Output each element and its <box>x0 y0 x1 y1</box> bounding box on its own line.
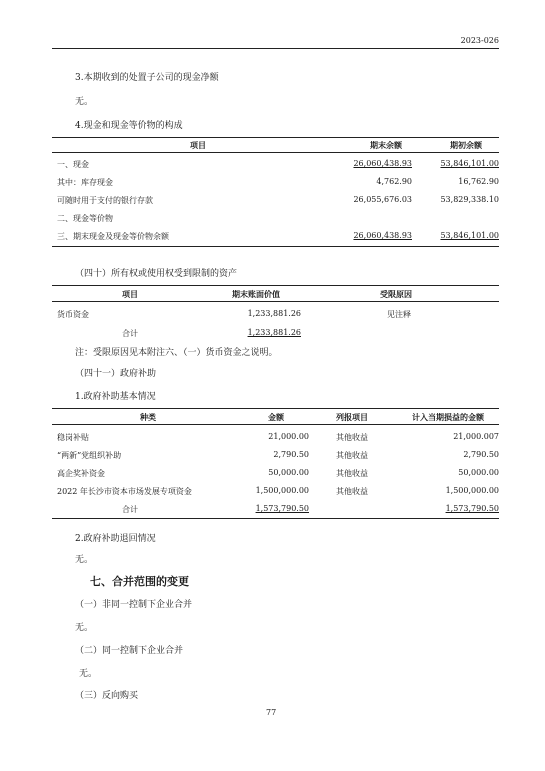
table-row-end: 4,762.90 <box>376 177 412 186</box>
section-7-title: 七、合并范围的变更 <box>90 575 189 588</box>
table-row-pl: 50,000.00 <box>458 468 499 477</box>
table3-header-item: 列报项目 <box>336 412 368 422</box>
table1-top-rule <box>52 137 499 138</box>
table1-bottom-rule <box>52 246 499 247</box>
section-4-title: 4.现金和现金等价物的构成 <box>75 121 183 131</box>
section-3-content: 无。 <box>75 97 94 107</box>
section-41-sub1: 1.政府补助基本情况 <box>75 392 156 402</box>
table-row-item: 货币资金 <box>57 310 89 319</box>
table-row-item: 其中：库存现金 <box>57 178 113 187</box>
table-row-amount: 1,500,000.00 <box>255 486 309 495</box>
section-40-note: 注：受限原因见本附注六、（一）货币资金之说明。 <box>75 348 278 358</box>
section-7-item-1-content: 无。 <box>75 623 94 633</box>
table-row-kind: “两新”党组织补助 <box>57 451 122 460</box>
table3-header-rule <box>52 424 499 425</box>
table-row-report-item: 其他收益 <box>336 469 368 478</box>
header-rule <box>52 48 499 49</box>
table-row-pl: 1,500,000.00 <box>445 486 499 495</box>
table-row-amount: 1,573,790.50 <box>255 504 309 513</box>
table3-header-amount: 金额 <box>268 412 284 422</box>
table-row-item: 合计 <box>122 329 138 338</box>
table1-header-rule <box>52 152 499 153</box>
table-row-begin: 53,846,101.00 <box>440 231 499 240</box>
table-row-amount: 50,000.00 <box>268 468 309 477</box>
table-row-end: 26,060,438.93 <box>353 159 412 168</box>
table2-header-reason: 受限原因 <box>380 289 412 299</box>
table-row-value: 1,233,881.26 <box>247 309 301 318</box>
table-row-value: 1,233,881.26 <box>247 328 301 337</box>
page-number: 77 <box>266 708 277 717</box>
table-row-item: 二、现金等价物 <box>57 214 113 223</box>
table1-header-end: 期末余额 <box>370 140 402 150</box>
table-row-pl: 1,573,790.50 <box>445 504 499 513</box>
section-41-title: （四十一）政府补助 <box>75 369 157 379</box>
table2-header-item: 项目 <box>122 289 138 299</box>
table-row-kind: 高企奖补资金 <box>57 469 105 478</box>
table2-header-rule <box>52 301 499 302</box>
table1-header-begin: 期初余额 <box>450 140 482 150</box>
table-row-begin: 53,846,101.00 <box>440 159 499 168</box>
table-row-kind: 合计 <box>122 505 138 514</box>
section-41-sub2: 2.政府补助退回情况 <box>75 534 156 544</box>
table-row-kind: 稳岗补贴 <box>57 433 89 442</box>
table-row-kind: 2022 年长沙市资本市场发展专项资金 <box>57 487 192 496</box>
table-row-amount: 21,000.00 <box>268 432 309 441</box>
section-7-item-1-title: （一）非同一控制下企业合并 <box>75 600 193 610</box>
document-number: 2023-026 <box>460 36 499 45</box>
table-row-item: 可随时用于支付的银行存款 <box>57 196 153 205</box>
table-row-end: 26,055,676.03 <box>353 195 412 204</box>
table-row-amount: 2,790.50 <box>273 450 309 459</box>
section-7-item-2-content: 无。 <box>79 669 98 679</box>
table3-top-rule <box>52 408 499 409</box>
table3-bottom-rule <box>52 518 499 519</box>
table-row-item: 一、现金 <box>57 160 89 169</box>
table-row-end: 26,060,438.93 <box>353 231 412 240</box>
table-row-reason: 见注释 <box>387 310 411 319</box>
table3-header-kind: 种类 <box>140 412 156 422</box>
section-41-sub2-content: 无。 <box>75 555 94 565</box>
section-7-item-3-title: （三）反向购买 <box>75 691 139 701</box>
table2-top-rule <box>52 285 499 286</box>
table3-header-pl: 计入当期损益的金额 <box>412 412 484 422</box>
table-row-begin: 53,829,338.10 <box>440 195 499 204</box>
table-row-pl: 21,000.007 <box>453 432 499 441</box>
table-row-report-item: 其他收益 <box>336 487 368 496</box>
section-7-item-2-title: （二）同一控制下企业合并 <box>75 646 184 656</box>
section-3-title: 3.本期收到的处置子公司的现金净额 <box>75 73 219 83</box>
table-row-report-item: 其他收益 <box>336 451 368 460</box>
table-row-begin: 16,762.90 <box>458 177 499 186</box>
table-row-pl: 2,790.50 <box>463 450 499 459</box>
table-row-item: 三、期末现金及现金等价物余额 <box>57 232 169 241</box>
section-40-title: （四十）所有权或使用权受到限制的资产 <box>75 269 238 279</box>
table1-header-item: 项目 <box>190 140 206 150</box>
table2-header-value: 期末账面价值 <box>232 289 280 299</box>
table-row-report-item: 其他收益 <box>336 433 368 442</box>
